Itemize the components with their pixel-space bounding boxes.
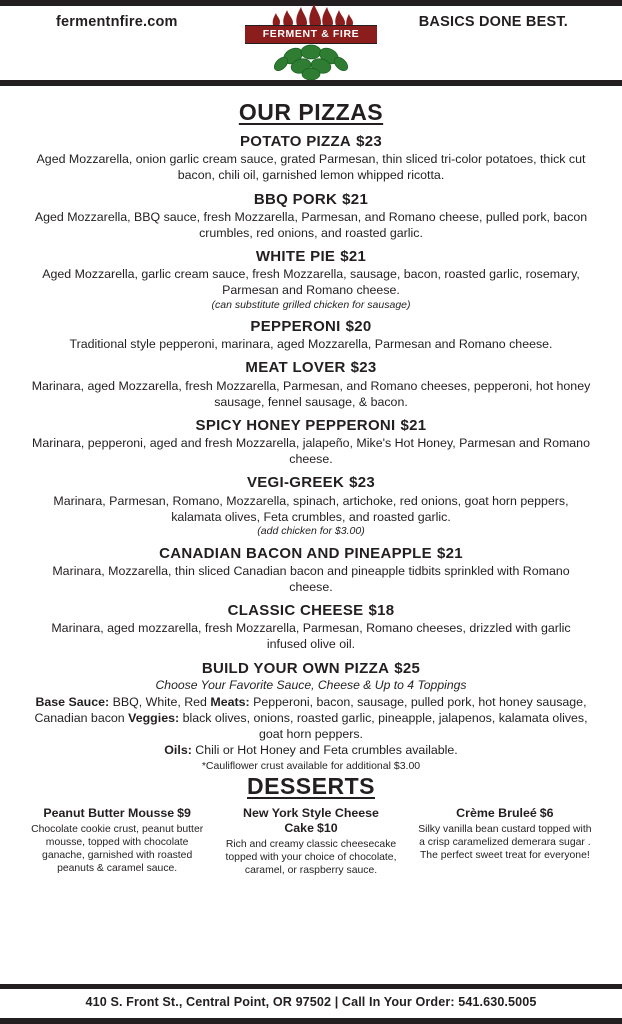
- desserts-row: [22, 806, 600, 877]
- menu-item-name: CANADIAN BACON AND PINEAPPLE: [159, 544, 432, 562]
- dessert-item: [28, 806, 206, 875]
- pizzas-section-title: OUR PIZZAS: [238, 99, 384, 125]
- menu-item-note: (add chicken for $3.00): [257, 524, 365, 537]
- dessert-description: Silky vanilla bean custard topped with a crisp caramelized demerara sugar . The perfect sweet treat for everyone!: [418, 824, 592, 862]
- menu-item-name: SPICY HONEY PEPPERONI: [195, 416, 396, 434]
- menu-item-price: $23: [349, 474, 376, 492]
- menu-item-description: Marinara, aged mozzarella, fresh Mozzarella, Parmesan, Romano cheeses, drizzled with garlic infused olive oil.: [51, 621, 571, 652]
- page-footer: [0, 984, 622, 1024]
- dessert-header: [222, 806, 400, 836]
- menu-item: [22, 359, 600, 410]
- dessert-item: [416, 806, 594, 862]
- dessert-name: Crème Bruleé: [456, 806, 537, 821]
- dessert-header: [28, 806, 206, 821]
- menu-item-description: Marinara, aged Mozzarella, fresh Mozzarella, Parmesan, and Romano cheeses, pepperoni, hot honey sausage, fennel sausage, & bacon.: [31, 378, 591, 409]
- byo-veggies-label: Veggies:: [128, 710, 180, 725]
- dessert-price: $10: [316, 821, 338, 836]
- menu-item: [22, 417, 600, 468]
- byo-veggies-value: black olives, onions, roasted garlic, pineapple, jalapenos, kalamata olives, goat horn peppers.: [182, 710, 588, 742]
- menu-item-header: [22, 602, 600, 619]
- byo-base-sauce-value: BBQ, White, Red: [112, 694, 207, 709]
- menu-item-price: $23: [356, 133, 383, 150]
- page-header: [0, 0, 622, 86]
- hops-leaves-icon: [251, 44, 371, 80]
- menu-item-price: $21: [342, 190, 369, 208]
- menu-item: [22, 474, 600, 537]
- menu-item-description: Aged Mozzarella, onion garlic cream sauce, grated Parmesan, thin sliced tri-color potatoes, thick cut bacon, chili oil, garnished lemon whipped ricotta.: [36, 152, 586, 183]
- menu-item-name: WHITE PIE: [255, 248, 336, 265]
- menu-item-description: Marinara, Mozzarella, thin sliced Canadian bacon and pineapple tidbits sprinkled with Romano cheese.: [52, 563, 570, 594]
- menu-item: [22, 133, 600, 184]
- menu-item-header: [22, 545, 600, 562]
- menu-item-price: $21: [400, 416, 427, 434]
- dessert-description: Rich and creamy classic cheesecake topped with your choice of chocolate, caramel, or raspberry sauce.: [225, 839, 397, 877]
- menu-item-name: CLASSIC CHEESE: [227, 602, 364, 620]
- byo-header: [22, 660, 600, 677]
- dessert-description: Chocolate cookie crust, peanut butter mousse, topped with chocolate ganache, garnished with roasted peanuts & caramel sauce.: [31, 824, 204, 875]
- menu-item-header: [22, 359, 600, 376]
- menu-item-description: Aged Mozzarella, BBQ sauce, fresh Mozzarella, Parmesan, and Romano cheese, pulled pork, bacon crumbles, red onions, and roasted garlic.: [34, 209, 588, 240]
- menu-item-header: [22, 191, 600, 208]
- footer-rule-top: [0, 984, 622, 989]
- menu-item: [22, 602, 600, 653]
- byo-subtitle: Choose Your Favorite Sauce, Cheese & Up to 4 Toppings: [155, 677, 467, 692]
- menu-item-name: POTATO PIZZA: [239, 133, 352, 150]
- menu-item-description: Aged Mozzarella, garlic cream sauce, fresh Mozzarella, sausage, bacon, roasted garlic, rosemary, Parmesan and Romano cheese.: [42, 267, 580, 298]
- menu-item: [22, 545, 600, 596]
- menu-item-description: Marinara, pepperoni, aged and fresh Mozzarella, jalapeño, Mike's Hot Honey, Parmesan and Romano cheese.: [32, 436, 590, 467]
- menu-item-header: [22, 133, 600, 150]
- menu-item-price: $23: [350, 359, 377, 377]
- byo-oils-label: Oils:: [164, 743, 192, 758]
- build-your-own-section: [22, 660, 600, 773]
- menu-item-name: MEAT LOVER: [245, 359, 346, 377]
- desserts-section-title: DESSERTS: [247, 773, 375, 800]
- byo-base-sauce-label: Base Sauce:: [35, 694, 110, 709]
- menu-item-description: Marinara, Parmesan, Romano, Mozzarella, spinach, artichoke, red onions, goat horn peppers, kalamata olives, Feta crumbles, and roasted garlic.: [53, 493, 569, 524]
- brand-logo: [245, 2, 377, 82]
- menu-item-note: (can substitute grilled chicken for sausage): [211, 298, 411, 311]
- menu-item-price: $21: [340, 248, 367, 265]
- dessert-price: $9: [177, 806, 191, 821]
- menu-item: [22, 191, 600, 242]
- byo-name: BUILD YOUR OWN PIZZA: [201, 659, 390, 677]
- menu-item-description: Traditional style pepperoni, marinara, aged Mozzarella, Parmesan and Romano cheese.: [69, 337, 553, 352]
- menu-item-price: $21: [436, 544, 463, 562]
- menu-item-name: PEPPERONI: [250, 318, 341, 336]
- website-url: fermentnfire.com: [56, 14, 178, 30]
- menu-item: [22, 318, 600, 352]
- menu-content: [0, 86, 622, 877]
- byo-price: $25: [394, 659, 421, 677]
- dessert-name: Peanut Butter Mousse: [43, 806, 175, 821]
- menu-item-price: $18: [368, 602, 395, 620]
- byo-toppings: [22, 694, 600, 759]
- dessert-name: New York Style Cheese Cake: [243, 806, 379, 836]
- menu-item-header: [22, 318, 600, 335]
- footer-rule-bottom: [0, 1018, 622, 1024]
- byo-meats-label: Meats:: [210, 694, 250, 709]
- footer-contact: 410 S. Front St., Central Point, OR 97502 | Call In Your Order: 541.630.5005: [85, 995, 537, 1009]
- menu-item-header: [22, 248, 600, 265]
- byo-meats-value: Pepperoni, bacon, sausage, pulled pork, hot honey sausage, Canadian bacon: [34, 694, 587, 725]
- byo-footnote: *Cauliflower crust available for additional $3.00: [201, 760, 421, 773]
- menu-item-name: BBQ PORK: [253, 190, 338, 208]
- menu-item-header: [22, 474, 600, 491]
- dessert-header: [416, 806, 594, 821]
- menu-item-header: [22, 417, 600, 434]
- logo-wordmark: FERMENT & FIRE: [245, 25, 377, 44]
- menu-item: [22, 248, 600, 311]
- tagline: BASICS DONE BEST.: [418, 14, 568, 30]
- byo-oils-value: Chili or Hot Honey and Feta crumbles available.: [195, 743, 458, 758]
- dessert-price: $6: [539, 806, 554, 821]
- menu-item-name: VEGI-GREEK: [246, 474, 345, 492]
- dessert-item: [222, 806, 400, 877]
- menu-item-price: $20: [345, 318, 372, 336]
